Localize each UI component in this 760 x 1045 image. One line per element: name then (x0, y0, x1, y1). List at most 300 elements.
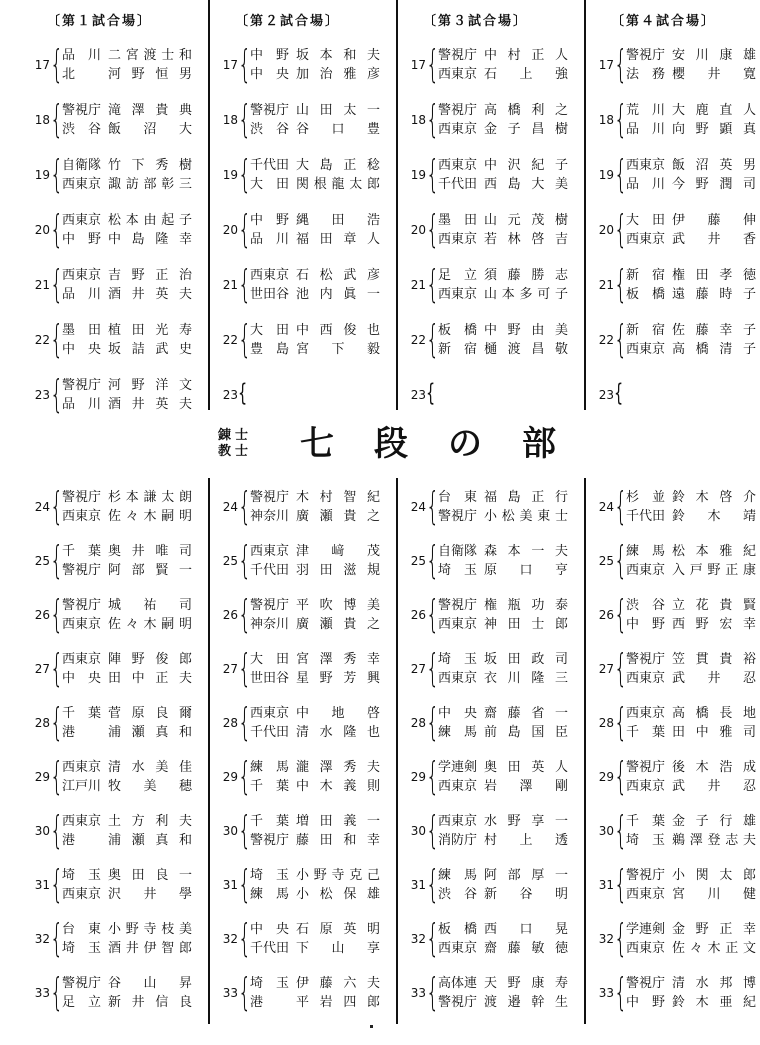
bracket-brace-icon: { (614, 42, 628, 86)
player-affiliation: 千代田 (250, 725, 290, 740)
player-affiliation: 警視庁 (62, 563, 102, 578)
player-name: 縄田浩 (296, 213, 380, 228)
player-affiliation: 神奈川 (250, 509, 290, 524)
match-row (382, 756, 569, 802)
player-entry (62, 758, 192, 777)
bracket-brace-icon: { (614, 808, 628, 852)
player-entry (250, 101, 380, 120)
match-number: 25 (34, 554, 50, 568)
match-players (626, 156, 756, 194)
bracket-brace-icon: { (238, 592, 252, 636)
player-entry (626, 65, 756, 84)
player-entry (438, 812, 568, 831)
player-entry (438, 596, 568, 615)
match-row (6, 209, 193, 255)
player-name: 福田章人 (296, 232, 380, 247)
match-players (438, 596, 568, 634)
player-entry (438, 156, 568, 175)
player-affiliation: 千 葉 (62, 706, 102, 721)
player-affiliation: 港 (250, 995, 264, 1010)
player-entry (250, 175, 380, 194)
player-name: 天野康寿 (484, 976, 568, 991)
match-row (570, 702, 757, 748)
match-row (382, 154, 569, 200)
match-number: 32 (410, 932, 426, 946)
player-name: 山田太一 (296, 103, 380, 118)
match-players (438, 650, 568, 688)
match-row (570, 810, 757, 856)
match-row (194, 756, 381, 802)
player-name: 阿部厚一 (484, 868, 568, 883)
player-entry (626, 488, 756, 507)
player-affiliation: 千代田 (626, 509, 666, 524)
player-name: 羽田滋規 (296, 563, 380, 578)
match-players (250, 321, 380, 359)
match-row (382, 486, 569, 532)
match-row (382, 972, 569, 1018)
player-entry (626, 812, 756, 831)
player-affiliation: 大 田 (250, 652, 290, 667)
match-number: 17 (598, 58, 614, 72)
player-entry (250, 120, 380, 139)
player-affiliation: 台 東 (438, 490, 478, 505)
player-name: 金野正幸 (672, 922, 756, 937)
player-name: 廣瀬貴之 (296, 617, 380, 632)
player-affiliation: 練 馬 (250, 760, 290, 775)
match-number: 29 (598, 770, 614, 784)
player-entry (62, 175, 192, 194)
player-entry (438, 777, 568, 796)
player-name: 増田義一 (296, 814, 380, 829)
player-name: 金子行雄 (672, 814, 756, 829)
match-row (570, 154, 757, 200)
match-row (6, 319, 193, 365)
player-affiliation: 西東京 (62, 617, 102, 632)
player-affiliation: 西東京 (438, 941, 478, 956)
bracket-brace-icon: { (614, 592, 628, 636)
court-header: 〔第１試合場〕 (46, 14, 152, 29)
player-affiliation: 豊 島 (250, 342, 290, 357)
player-name: 樋渡昌敬 (484, 342, 568, 357)
match-number: 18 (222, 113, 238, 127)
bracket-brace-icon: { (50, 916, 64, 960)
player-name: 中地啓 (296, 706, 380, 721)
player-name: 笠貫貴裕 (672, 652, 756, 667)
match-number: 28 (34, 716, 50, 730)
bracket-brace-icon: { (614, 207, 628, 251)
bracket-brace-icon: { (426, 379, 436, 407)
bracket-brace-icon: { (50, 317, 64, 361)
player-affiliation: 警視庁 (62, 976, 102, 991)
match-number: 22 (222, 333, 238, 347)
player-entry (626, 542, 756, 561)
match-players (438, 488, 568, 526)
match-players (62, 542, 192, 580)
player-name: 小松美東士 (484, 509, 568, 524)
rank-labels (218, 428, 270, 460)
match-row (6, 540, 193, 586)
player-name: 阿部賢一 (108, 563, 192, 578)
bracket-brace-icon: { (238, 152, 252, 196)
player-entry (626, 723, 756, 742)
match-number: 20 (34, 223, 50, 237)
player-affiliation: 千代田 (250, 941, 290, 956)
player-entry (250, 211, 380, 230)
match-number: 19 (222, 168, 238, 182)
player-affiliation: 警視庁 (62, 103, 102, 118)
match-row (570, 44, 757, 90)
match-row (6, 864, 193, 910)
match-row (570, 972, 757, 1018)
player-affiliation: 西東京 (626, 706, 666, 721)
player-affiliation: 大 田 (250, 177, 290, 192)
match-row (382, 648, 569, 694)
bracket-brace-icon: { (50, 207, 64, 251)
match-players (250, 101, 380, 139)
player-entry (250, 723, 380, 742)
match-players (250, 812, 380, 850)
match-number: 18 (34, 113, 50, 127)
player-entry (626, 831, 756, 850)
player-affiliation: 足 立 (438, 268, 478, 283)
match-players (62, 866, 192, 904)
player-entry (250, 321, 380, 340)
player-name: 菅原良爾 (108, 706, 192, 721)
player-name: 牧美穂 (108, 779, 192, 794)
bracket-brace-icon: { (50, 862, 64, 906)
match-players (62, 974, 192, 1012)
player-affiliation: 品 川 (626, 122, 666, 137)
player-affiliation: 墨 田 (62, 323, 102, 338)
player-entry (62, 615, 192, 634)
match-players (438, 321, 568, 359)
player-affiliation: 中 野 (250, 48, 290, 63)
match-number: 19 (598, 168, 614, 182)
match-number: 26 (598, 608, 614, 622)
player-affiliation: 西東京 (626, 671, 666, 686)
player-name: 清水邦博 (672, 976, 756, 991)
player-name: 石上強 (484, 67, 568, 82)
match-number: 21 (410, 278, 426, 292)
match-number: 21 (598, 278, 614, 292)
match-players (438, 542, 568, 580)
match-players (438, 920, 568, 958)
match-number: 20 (598, 223, 614, 237)
player-entry (62, 46, 192, 65)
player-name: 大島正稔 (296, 158, 380, 173)
bracket-brace-icon: { (614, 754, 628, 798)
match-row (194, 972, 381, 1018)
player-name: 奥田良一 (108, 868, 192, 883)
player-affiliation: 警視庁 (626, 760, 666, 775)
bracket-brace-icon: { (614, 379, 624, 407)
player-name: 清水美佳 (108, 760, 192, 775)
match-number: 30 (222, 824, 238, 838)
match-players (626, 866, 756, 904)
player-affiliation: 練 馬 (438, 725, 478, 740)
player-name: 佐々木正文 (672, 941, 756, 956)
match-players (250, 156, 380, 194)
player-entry (626, 561, 756, 580)
bracket-brace-icon: { (614, 152, 628, 196)
player-name: 鵜澤登志夫 (672, 833, 756, 848)
match-number: 31 (598, 878, 614, 892)
page-mark (370, 1025, 373, 1028)
player-entry (438, 615, 568, 634)
bracket-brace-icon: { (426, 808, 440, 852)
bracket-brace-icon: { (50, 538, 64, 582)
player-name: 山元茂樹 (484, 213, 568, 228)
match-players (62, 596, 192, 634)
player-entry (62, 321, 192, 340)
court-header: 〔第３試合場〕 (422, 14, 528, 29)
match-players (626, 596, 756, 634)
player-affiliation: 杉 並 (626, 490, 666, 505)
match-players (438, 812, 568, 850)
player-entry (250, 156, 380, 175)
player-affiliation: 世田谷 (250, 671, 290, 686)
match-number: 23 (34, 388, 50, 402)
match-players (250, 866, 380, 904)
player-entry (250, 885, 380, 904)
player-name: 齋藤省一 (484, 706, 568, 721)
player-name: 水野享一 (484, 814, 568, 829)
player-affiliation: 警視庁 (250, 103, 290, 118)
match-players (62, 650, 192, 688)
bracket-brace-icon: { (614, 700, 628, 744)
match-players (250, 266, 380, 304)
match-row (570, 209, 757, 255)
player-name: 村上透 (484, 833, 568, 848)
player-name: 須藤勝志 (484, 268, 568, 283)
player-entry (626, 230, 756, 249)
player-affiliation: 西東京 (438, 617, 478, 632)
bracket-brace-icon: { (50, 97, 64, 141)
bracket-brace-icon: { (426, 317, 440, 361)
player-name: 神田士郎 (484, 617, 568, 632)
match-players (250, 488, 380, 526)
player-name: 星野芳興 (296, 671, 380, 686)
player-entry (250, 920, 380, 939)
player-name: 小関太郎 (672, 868, 756, 883)
player-entry (62, 974, 192, 993)
division-banner (0, 410, 760, 470)
player-entry (438, 885, 568, 904)
player-affiliation: 西東京 (438, 814, 478, 829)
player-name: 伊藤伸 (672, 213, 756, 228)
player-entry (438, 340, 568, 359)
match-row (6, 810, 193, 856)
player-entry (438, 561, 568, 580)
court-column (194, 0, 381, 410)
match-players (438, 866, 568, 904)
match-row (194, 154, 381, 200)
player-affiliation: 埼 玉 (250, 868, 290, 883)
match-number: 28 (598, 716, 614, 730)
bracket-brace-icon: { (50, 808, 64, 852)
player-name: 遠藤時子 (672, 287, 756, 302)
player-name: 宮川健 (672, 887, 756, 902)
player-name: 飯沼英男 (672, 158, 756, 173)
player-affiliation: 品 川 (62, 48, 102, 63)
player-entry (62, 156, 192, 175)
player-name: 金子昌樹 (484, 122, 568, 137)
bottom-bracket-section (0, 478, 760, 1024)
match-players (250, 650, 380, 688)
player-entry (62, 376, 192, 395)
player-entry (626, 939, 756, 958)
match-row (6, 756, 193, 802)
player-entry (62, 507, 192, 526)
player-name: 石原英明 (296, 922, 380, 937)
match-players (626, 974, 756, 1012)
player-entry (438, 321, 568, 340)
court-column (194, 478, 381, 1024)
player-name: 宮下毅 (296, 342, 380, 357)
player-entry (438, 120, 568, 139)
player-name: 森本一夫 (484, 544, 568, 559)
player-entry (62, 650, 192, 669)
player-affiliation: 西東京 (62, 213, 102, 228)
player-name: 竹下秀樹 (108, 158, 192, 173)
match-number: 23 (222, 388, 238, 402)
match-number: 30 (598, 824, 614, 838)
player-entry (62, 340, 192, 359)
player-affiliation: 品 川 (626, 177, 666, 192)
player-name: 谷口豊 (296, 122, 380, 137)
player-affiliation: 警視庁 (626, 868, 666, 883)
player-affiliation: 西東京 (62, 887, 102, 902)
bracket-brace-icon: { (238, 484, 252, 528)
player-affiliation: 西東京 (250, 268, 290, 283)
player-name: 渡邉幹生 (484, 995, 568, 1010)
match-row (6, 154, 193, 200)
player-name: 浦瀬真和 (108, 833, 192, 848)
bracket-brace-icon: { (50, 372, 64, 416)
match-players (438, 156, 568, 194)
bracket-brace-icon: { (50, 754, 64, 798)
player-entry (626, 920, 756, 939)
player-entry (438, 650, 568, 669)
bracket-brace-icon: { (614, 970, 628, 1014)
player-affiliation: 高体連 (438, 976, 478, 991)
bracket-brace-icon: { (238, 538, 252, 582)
player-name: 二宮渡士和 (108, 48, 192, 63)
player-affiliation: 警視庁 (62, 490, 102, 505)
player-affiliation: 千代田 (250, 158, 290, 173)
player-name: 立花貴賢 (672, 598, 756, 613)
player-entry (626, 285, 756, 304)
bracket-brace-icon: { (426, 916, 440, 960)
player-name: 小野寺枝美 (108, 922, 192, 937)
player-affiliation: 中 野 (62, 232, 102, 247)
player-affiliation: 台 東 (62, 922, 102, 937)
bracket-brace-icon: { (238, 379, 248, 407)
player-name: 若林啓吉 (484, 232, 568, 247)
match-players (250, 704, 380, 742)
match-row (194, 864, 381, 910)
player-name: 鈴木靖 (672, 509, 756, 524)
player-name: 中野由美 (484, 323, 568, 338)
player-affiliation: 西東京 (62, 268, 102, 283)
match-number: 20 (410, 223, 426, 237)
player-name: 酒井伊智郎 (108, 941, 192, 956)
match-players (62, 376, 192, 414)
player-entry (62, 704, 192, 723)
match-number: 26 (410, 608, 426, 622)
match-number: 28 (222, 716, 238, 730)
player-entry (438, 230, 568, 249)
court-header: 〔第４試合場〕 (610, 14, 716, 29)
player-name: 今野潤司 (672, 177, 756, 192)
match-number: 23 (410, 388, 426, 402)
player-entry (250, 285, 380, 304)
player-entry (626, 507, 756, 526)
player-entry (62, 211, 192, 230)
match-number: 30 (34, 824, 50, 838)
player-name: 津﨑茂 (296, 544, 380, 559)
player-entry (438, 46, 568, 65)
player-name: 中西俊也 (296, 323, 380, 338)
player-entry (438, 65, 568, 84)
bracket-brace-icon: { (426, 646, 440, 690)
player-affiliation: 中 野 (626, 617, 666, 632)
player-entry (250, 974, 380, 993)
match-row (194, 319, 381, 365)
player-name: 田中雅司 (672, 725, 756, 740)
match-players (626, 812, 756, 850)
player-affiliation: 墨 田 (438, 213, 478, 228)
match-number: 17 (222, 58, 238, 72)
match-number: 19 (410, 168, 426, 182)
player-name: 藤田和幸 (296, 833, 380, 848)
match-players (62, 266, 192, 304)
player-name: 鈴木啓介 (672, 490, 756, 505)
player-affiliation: 品 川 (62, 397, 102, 412)
match-row (6, 918, 193, 964)
player-entry (62, 65, 192, 84)
player-entry (250, 650, 380, 669)
match-players (438, 46, 568, 84)
player-entry (62, 488, 192, 507)
player-name: 西島大美 (484, 177, 568, 192)
player-affiliation: 消防庁 (438, 833, 478, 848)
player-name: 松本雅紀 (672, 544, 756, 559)
player-affiliation: 北 (62, 67, 76, 82)
match-row (570, 648, 757, 694)
player-affiliation: 埼 玉 (626, 833, 666, 848)
player-affiliation: 警視庁 (438, 995, 478, 1010)
player-name: 権瓶功泰 (484, 598, 568, 613)
player-name: 中沢紀子 (484, 158, 568, 173)
player-entry (250, 704, 380, 723)
match-number: 27 (598, 662, 614, 676)
match-row (570, 756, 757, 802)
player-affiliation: 西東京 (626, 232, 666, 247)
match-players (626, 266, 756, 304)
match-row (194, 702, 381, 748)
player-name: 吉野正治 (108, 268, 192, 283)
player-name: 滝澤貴典 (108, 103, 192, 118)
match-number: 27 (410, 662, 426, 676)
match-number: 33 (34, 986, 50, 1000)
player-affiliation: 警視庁 (626, 976, 666, 991)
player-name: 佐々木嗣明 (108, 617, 192, 632)
bracket-brace-icon: { (50, 592, 64, 636)
player-affiliation: 大 田 (626, 213, 666, 228)
bracket-brace-icon: { (238, 97, 252, 141)
player-affiliation: 練 馬 (626, 544, 666, 559)
